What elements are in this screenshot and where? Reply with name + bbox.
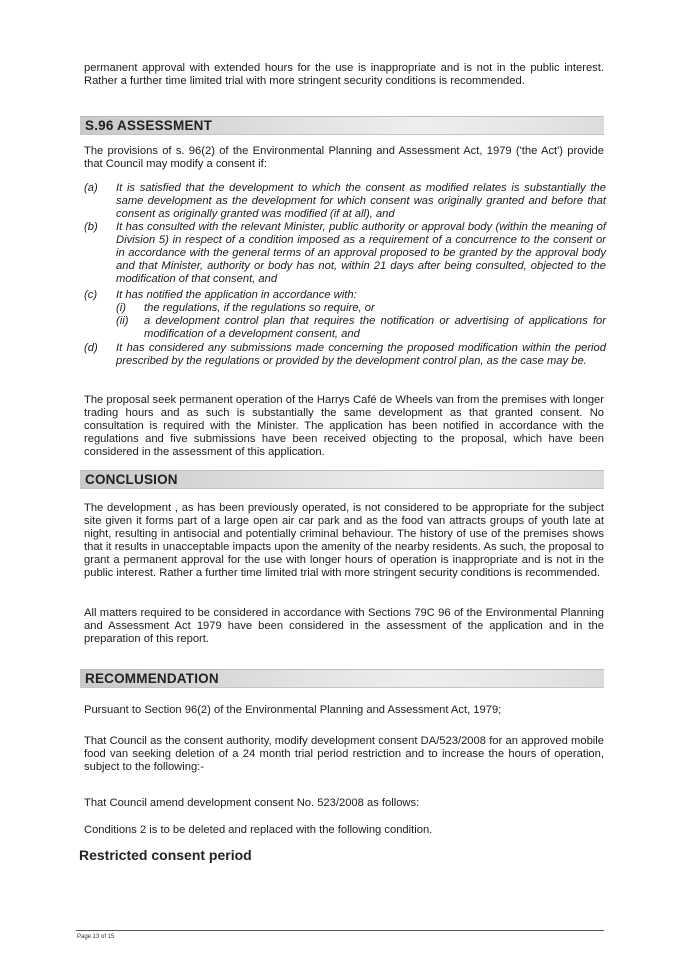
restricted-consent-period-heading: Restricted consent period <box>79 847 252 863</box>
conclusion-paragraph-2: All matters required to be considered in accordance with Sections 79C 96 of the Environmental Planning and Assessment Act 1979 have been considered in the assessment of the application and in the preparation of this report. <box>84 607 604 645</box>
list-item-label: (d) <box>84 342 98 354</box>
s96-heading-text: S.96 ASSESSMENT <box>85 118 213 133</box>
section-heading-conclusion <box>80 470 604 489</box>
list-item-text: It is satisfied that the development to which the consent as modified relates is substantially the same development as the development for which consent was originally granted and before that consent as originally granted was modified (if at all), and <box>116 182 606 220</box>
list-item-label: (b) <box>84 221 98 233</box>
list-item-text: It has considered any submissions made concerning the proposed modification within the period prescribed by the regulations or provided by the development control plan, as the case may be. <box>116 342 606 367</box>
list-item-text: It has notified the application in accordance with: <box>116 289 357 301</box>
sub-list-item-text: a development control plan that requires the notification or advertising of applications for modification of a development consent, and <box>144 315 606 340</box>
conclusion-paragraph-1: The development , as has been previously operated, is not considered to be appropriate for the subject site given it forms part of a large open air car park and as the food van attracts groups of youth late at night, resulting in antisocial and potentially criminal behaviour. The history of use of the premises shows that it results in unacceptable impacts upon the amenity of the nearby residents. As such, the proposal to grant a permanent approval for the use with longer hours of operation is inappropriate and is not in the public interest. Rather a further time limited trial with more stringent security conditions is recommended. <box>84 502 604 579</box>
recommendation-paragraph-3: That Council amend development consent No. 523/2008 as follows: <box>84 797 420 809</box>
sub-list-item-text: the regulations, if the regulations so require, or <box>144 302 375 314</box>
section-heading-s96 <box>80 116 604 135</box>
list-item-label: (c) <box>84 289 98 301</box>
list-item-text: It has consulted with the relevant Minister, public authority or approval body (within the meaning of Division 5) in respect of a condition imposed as a requirement of a concurrence to the consent or in accordance with the general terms of an approval proposed to be granted by the approval body and that Minister, authority or body has not, within 21 days after being consulted, objected to the modification of that consent, and <box>116 221 606 285</box>
intro-paragraph: permanent approval with extended hours for the use is inappropriate and is not in the public interest. Rather a further time limited trial with more stringent security conditions is recommended. <box>84 62 604 87</box>
page-number: Page 13 of 15 <box>77 934 115 940</box>
conclusion-heading-text: CONCLUSION <box>85 472 178 487</box>
list-item-label: (a) <box>84 182 98 194</box>
recommendation-paragraph-2: That Council as the consent authority, modify development consent DA/523/2008 for an approved mobile food van seeking deletion of a 24 month trial period restriction and to increase the hours of operation, subject to the following:- <box>84 735 604 773</box>
s96-proposal-paragraph: The proposal seek permanent operation of the Harrys Café de Wheels van from the premises with longer trading hours and as such is substantially the same development as that granted consent. No consultation is required with the Minister. The application has been notified in accordance with the regulations and five submissions have been received objecting to the proposal, which have been considered in the assessment of this application. <box>84 394 604 458</box>
recommendation-paragraph-1: Pursuant to Section 96(2) of the Environmental Planning and Assessment Act, 1979; <box>84 704 502 716</box>
section-heading-recommendation <box>80 669 604 688</box>
footer-divider <box>76 930 604 931</box>
recommendation-heading-text: RECOMMENDATION <box>85 671 219 686</box>
s96-intro-paragraph: The provisions of s. 96(2) of the Environmental Planning and Assessment Act, 1979 ('the Act') provide that Council may modify a consent if: <box>84 145 604 170</box>
sub-list-item-label: (i) <box>116 302 126 314</box>
recommendation-paragraph-4: Conditions 2 is to be deleted and replaced with the following condition. <box>84 824 433 836</box>
sub-list-item-label: (ii) <box>116 315 129 327</box>
